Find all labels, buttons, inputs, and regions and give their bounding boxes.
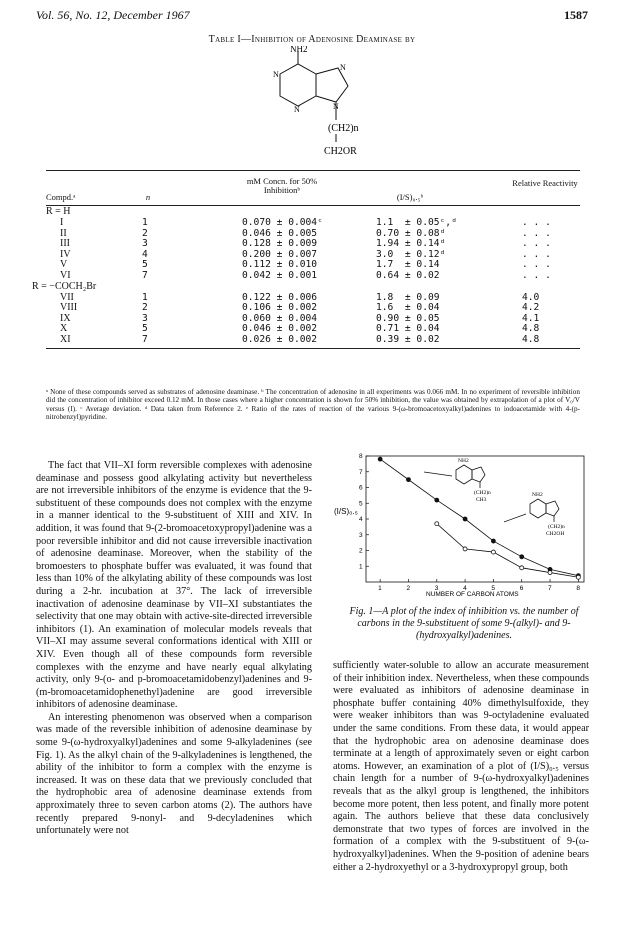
cell-conc: 0.128 ± 0.009	[242, 238, 318, 250]
table-bottom-rule	[46, 348, 580, 349]
cell-conc: 0.046 ± 0.002	[242, 323, 318, 335]
y-tick-label: 5	[359, 500, 363, 508]
cell-n: 3	[142, 238, 148, 250]
structure-end-group: CH2OR	[324, 146, 357, 157]
table-caption	[0, 34, 624, 45]
table-footnote: ᵃ None of these compounds served as substrates of adenosine deaminase. ᵇ The concentration of adenosine in all experiments was 0.066 mM. In no experiment of reversible inhibition did the concentration of inhibitor exceed 0.12 mM. In those cases where a higher concentration is shown for 50% inhibition, the value was obtained by extrapolation of a plot of V₀/V versus (I). ᶜ Average deviation. ᵈ Data taken from Reference 2. ᵉ Ratio of the rates of reaction of the various 9-(ω-bromoacetoxyalkyl)adenines to iodoacetamide with 4-(p-nitrobenzyl)pyridine.	[46, 388, 580, 422]
cell-n: 5	[142, 323, 148, 335]
right-column	[333, 660, 589, 874]
y-tick-label: 1	[359, 563, 363, 571]
journal-volume: Vol. 56, No. 12, December 1967	[36, 8, 190, 22]
group-rows-bromoacetyl	[46, 292, 580, 345]
group-label: R = H	[46, 206, 71, 217]
cell-compd: VIII	[60, 302, 78, 314]
y-tick-label: 8	[359, 453, 363, 460]
header-compd: Compd.ᵃ	[46, 192, 76, 202]
data-point-series-1	[548, 571, 552, 575]
data-point-series-1	[491, 550, 495, 554]
cell-compd: IV	[60, 248, 71, 260]
header-is: (I/S)₀.₅ᵇ	[396, 192, 424, 202]
hydroxyalkyl-adenine-structure	[530, 499, 559, 522]
cell-rel: . . .	[522, 248, 551, 260]
cell-n: 4	[142, 248, 148, 260]
x-axis-label: NUMBER OF CARBON ATOMS	[426, 591, 519, 598]
cell-compd: I	[60, 217, 64, 228]
cell-is: 0.90 ± 0.05	[376, 312, 440, 324]
data-point-series-1	[463, 547, 467, 551]
header-conc: mM Concn. for 50% Inhibitionᵇ	[246, 176, 318, 195]
data-point-series-0	[520, 555, 524, 559]
cell-compd: III	[60, 238, 70, 250]
group-label: R = −COCH₂Br	[32, 280, 97, 292]
x-tick-label: 5	[491, 585, 496, 592]
table-row	[46, 334, 580, 345]
cell-n: 7	[142, 333, 148, 345]
cell-n: 2	[142, 227, 148, 239]
page-number: 1587	[564, 8, 588, 22]
cell-is: 0.64 ± 0.02	[376, 269, 440, 281]
data-point-series-1	[576, 575, 580, 579]
x-tick-label: 4	[463, 585, 467, 592]
table-row	[46, 228, 580, 239]
svg-text:N: N	[294, 105, 300, 114]
cell-conc: 0.200 ± 0.007	[242, 248, 318, 260]
data-point-series-0	[378, 457, 382, 461]
cell-conc: 0.106 ± 0.002	[242, 302, 318, 314]
cell-rel: . . .	[522, 217, 551, 228]
cell-is: 1.1 ± 0.05ᶜ,ᵈ	[376, 217, 457, 228]
cell-compd: VI	[60, 269, 71, 281]
cell-is: 1.8 ± 0.09	[376, 291, 440, 303]
running-header	[36, 8, 588, 24]
cell-rel: 4.8	[522, 323, 540, 335]
adenine-structure	[240, 46, 380, 166]
svg-text:N: N	[340, 63, 346, 72]
plot-frame	[366, 456, 584, 582]
cell-is: 0.39 ± 0.02	[376, 333, 440, 345]
cell-compd: V	[60, 259, 68, 271]
cell-n: 3	[142, 312, 148, 324]
table-row	[46, 259, 580, 270]
cell-rel: . . .	[522, 259, 551, 271]
data-point-series-1	[435, 522, 439, 526]
y-tick-label: 4	[359, 516, 363, 523]
cell-compd: VII	[60, 291, 74, 303]
cell-n: 1	[142, 291, 148, 303]
data-point-series-0	[435, 498, 439, 502]
data-point-series-0	[406, 478, 410, 482]
x-tick-label: 6	[519, 585, 524, 592]
x-tick-label: 8	[576, 585, 580, 592]
x-tick-label: 7	[548, 585, 552, 592]
group-label-bromoacetyl	[32, 280, 580, 292]
cell-rel: . . .	[522, 238, 551, 250]
cell-is: 1.7 ± 0.14	[376, 259, 440, 271]
data-point-series-1	[520, 566, 524, 570]
cell-is: 0.70 ± 0.08ᵈ	[376, 227, 446, 239]
x-tick-label: 1	[378, 585, 382, 592]
cell-compd: IX	[60, 312, 71, 324]
structure-amine: NH2	[290, 46, 308, 54]
cell-rel: 4.8	[522, 333, 540, 345]
cell-is: 1.6 ± 0.04	[376, 302, 440, 314]
cell-conc: 0.070 ± 0.004ᶜ	[242, 217, 323, 228]
alkyl-structure-amine: NH2	[458, 458, 469, 464]
paragraph: The fact that VII–XI form reversible complexes with adenosine deaminase and possess good alkylating activity but nevertheless are not irreversible inhibitors of the enzyme is evidence that the 9-substituent of these compounds does not complex with the enzyme in a manner identical to the 9-substituent of XIII and XIV. In addition, it was found that 9-(2-bromoacetoxypropyl)adenine was a poor reversible inhibitor and did not cause irreversible inactivation of adenosine deaminase. Moreover, when the stability of the bromoesters to phosphate buffer was evaluated, it was found that less than 10% of the alkylating ability of these compounds was lost during a 2-hr. incubation at 37°. The lack of irreversible inactivation of adenosine deaminase by VII–XI substantiates the selectivity that one may obtain with active-site-directed irreversible inhibitors (1). An examination of molecular models reveals that VII–XI may assume several conformations identical with XIII or XIV. Even though all of these compounds form reversible complexes with the enzyme and have nearly equal alkylating activity, only 9-(o- and p-bromoacetamidobenzyl)adenines and 9-(m-bromoacetamidophenethyl)adenine are good irreversible inhibitors of adenosine deaminase.	[36, 460, 312, 711]
figure-1-plot	[334, 448, 594, 598]
cell-conc: 0.122 ± 0.006	[242, 291, 318, 303]
table-row	[46, 249, 580, 260]
table-row	[46, 323, 580, 334]
series-line-0	[380, 459, 578, 576]
cell-compd: XI	[60, 333, 71, 345]
x-tick-label: 3	[434, 585, 439, 592]
cell-conc: 0.042 ± 0.001	[242, 269, 318, 281]
cell-is: 0.71 ± 0.04	[376, 323, 440, 335]
hydroxyalkyl-structure-chain: (CH2)n	[548, 524, 565, 530]
cell-rel: . . .	[522, 227, 551, 239]
y-tick-label: 3	[359, 531, 363, 539]
table-row	[46, 313, 580, 324]
header-rel: Relative Reactivity	[512, 178, 578, 188]
cell-rel: 4.2	[522, 302, 540, 314]
paragraph: An interesting phenomenon was observed when a comparison was made of the reversible inhibition of adenosine deaminase by some 9-(ω-hydroxyalkyl)adenines and some 9-alkyladenines (see Fig. 1). As the alkyl chain of the 9-alkyladenines is lengthened, the ability of the inhibitor to form a complex with the enzyme is increased. It was on these data that we previously concluded that the hydrophobic area of adenosine deaminase extends from approximately three to seven carbon atoms (2). The authors have recently prepared 9-nonyl- and 9-decyladenines which unfortunately were not	[36, 711, 312, 837]
cell-n: 7	[142, 269, 148, 281]
cell-conc: 0.060 ± 0.004	[242, 312, 318, 324]
y-tick-label: 7	[359, 468, 363, 476]
table-row	[46, 292, 580, 303]
cell-rel: . . .	[522, 269, 551, 281]
cell-rel: 4.1	[522, 312, 540, 324]
hydroxyalkyl-structure-amine: NH2	[532, 492, 543, 498]
svg-text:N: N	[333, 102, 339, 111]
cell-conc: 0.046 ± 0.005	[242, 227, 318, 239]
cell-compd: X	[60, 323, 68, 335]
x-tick-label: 2	[406, 585, 411, 592]
table-row	[46, 270, 580, 281]
table-row	[46, 302, 580, 313]
cell-n: 1	[142, 217, 148, 228]
alkyl-structure-chain: (CH2)n	[474, 490, 491, 496]
table-row	[46, 217, 580, 228]
table-header	[46, 171, 580, 205]
inhibition-table	[32, 170, 580, 349]
cell-compd: II	[60, 227, 67, 239]
structure-chain: (CH2)n	[328, 123, 359, 134]
group-label-h	[46, 206, 580, 217]
left-column	[36, 460, 312, 838]
cell-n: 5	[142, 259, 148, 271]
cell-is: 3.0 ± 0.12ᵈ	[376, 248, 446, 260]
cell-conc: 0.112 ± 0.010	[242, 259, 318, 271]
arrow-to-hydroxyalkyl-series	[504, 514, 526, 522]
y-tick-label: 6	[359, 484, 363, 492]
cell-is: 1.94 ± 0.14ᵈ	[376, 238, 446, 250]
header-n: n	[145, 192, 151, 202]
table-row	[46, 238, 580, 249]
data-point-series-0	[463, 517, 467, 521]
y-tick-label: 2	[359, 547, 363, 555]
table-caption-prefix: Table I—	[208, 34, 252, 45]
arrow-to-alkyl-series	[424, 472, 452, 476]
group-rows-h	[46, 217, 580, 281]
alkyl-adenine-structure	[456, 465, 485, 488]
cell-n: 2	[142, 302, 148, 314]
y-axis-label: (I/S)₀.₅	[334, 507, 358, 516]
alkyl-structure-end: CH3	[476, 497, 487, 503]
cell-rel: 4.0	[522, 291, 540, 303]
svg-text:N: N	[273, 70, 279, 79]
table-caption-title: Inhibition of Adenosine Deaminase by	[251, 34, 416, 45]
paragraph: sufficiently water-soluble to allow an accurate measurement of their inhibition index. Nevertheless, when these compounds were evaluated as inhibitors of adenosine deaminase in phosphate buffer containing 40% dimethylsulfoxide, they were weaker inhibitors than was 9-octyladenine evaluated under the same conditions. From these data, it would appear that the hydrophobic area on adenosine deaminase does terminate at a length of approximately seven or eight carbon atoms. However, an examination of a plot of (I/S)₀.₅ versus chain length for a number of 9-(ω-hydroxyalkyl)adenines reveals that as the alkyl group is lengthened, the inhibitors become more potent, then less potent, and finally more potent again. The authors believe that these data conclusively demonstrate that two types of forces are involved in the formation of a complex with the 9-substituent of 9-(ω-hydroxyalkyl)adenines. When the 9-position of adenine bears either a 2-hydroxyethyl or a 3-hydroxypropyl group, both	[333, 660, 589, 873]
cell-conc: 0.026 ± 0.002	[242, 333, 318, 345]
data-point-series-0	[491, 539, 495, 543]
hydroxyalkyl-structure-end: CH2OH	[546, 531, 565, 537]
figure-caption: Fig. 1—A plot of the index of inhibition vs. the number of carbons in the 9-substituent of some 9-(alkyl)- and 9-(hydroxyalkyl)adenines.	[349, 606, 579, 641]
